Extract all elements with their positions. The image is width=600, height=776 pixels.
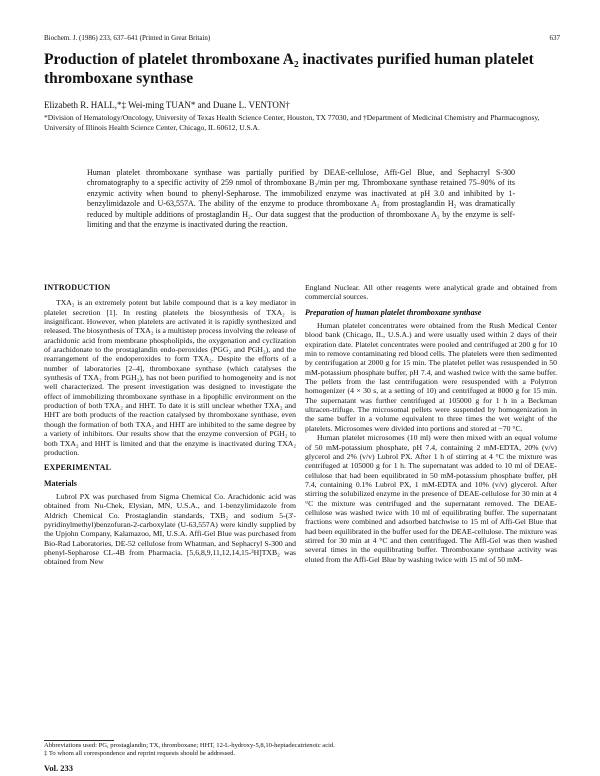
article-title: Production of platelet thromboxane A₂ inactivates purified human platelet thromboxane synthase bbox=[44, 51, 534, 87]
preparation-text-1: Human platelet concentrates were obtained from the Rush Medical Center blood bank (Chicago, IL, U.S.A.) and were usually used within 2 days of their expiration date. Platelet concentrates were pooled and centrifuged at 200 g for 10 min to remove contaminating red blood cells. The platelets were then sedimented by centrifugation at 2000 g for 15 min. The platelet pellet was resuspended in 50 mM-potassium phosphate buffer, pH 7.4, and washed twice with the same buffer. The pellets from the last centrifugation were resuspended with a Polytron homogenizer (4 × 30 s, at a setting of 10) and centrifuged at 8000 g for 15 min. The supernatant was further centrifuged at 105000 g for 1 h in a Beckman ultracen-trifuge. The microsomal pellets were suspended by homogenization in the same buffer in a volume equivalent to three times the wet weight of the platelets. Microsomes were divided into portions and stored at −70 °C. bbox=[305, 321, 557, 433]
abbreviations-footnote: Abbreviations used: PG, prostaglandin; TX, thromboxane; HHT, 12-L-hydroxy-5,8,10-heptadecatrienoic acid. bbox=[44, 742, 335, 749]
abstract: Human platelet thromboxane synthase was partially purified by DEAE-cellulose, Affi-Gel Blue, and Sephacryl S-300 chromatography to a specific activity of 259 nmol of thromboxane B₂/min per mg. Thromboxane synthase retained 75–90% of its enzymic activity when bound to phenyl-Sepharose. The immobilized enzyme was inactivated at pH 3.0 and inhibited by 1-benzylimidazole and U-63,557A. The ability of the enzyme to produce thromboxane A₂ from prostaglandin H₂ was dramatically reduced by multiple additions of prostaglandin H₂. Our data suggest that the production of thromboxane A₂ by the enzyme is self-limiting and that the enzyme is inactivated during the reaction. bbox=[87, 168, 515, 230]
left-column bbox=[44, 283, 296, 567]
footnote-divider bbox=[44, 740, 114, 741]
right-column bbox=[305, 283, 557, 564]
materials-heading: Materials bbox=[44, 478, 77, 488]
footnotes bbox=[44, 742, 564, 758]
page-number: 637 bbox=[549, 34, 560, 42]
preparation-text-2: Human platelet microsomes (10 ml) were then mixed with an equal volume of 50 mM-potassium phosphate, pH 7.4, containing 2 mM-EDTA, 20% (v/v) glycerol and 2% (v/v) Lubrol PX. After 1 h of stirring at 4 °C the mixture was centrifuged at 105000 g for 1 h. The supernatant was added to 10 ml of DEAE-cellulose that had been equilibrated in 50 mM-potassium phosphate buffer, pH 7.4, containing 0.1% Lubrol PX, 1 mM-EDTA and 10% (v/v) glycerol. After stirring the solubilized enzyme in the presence of DEAE-cellulose for 30 min at 4 °C the mixture was centrifuged and the supernatant removed. The DEAE-cellulose was washed twice with 10 ml of equilibrating buffer. The supernatant fractions were combined and adsorbed batchwise to 15 ml of Affi-Gel Blue that had been equilibrated in the buffer used for the DEAE-cellulose. The mixture was stirred for 30 min at 4 °C and then centrifuged. The Affi-Gel was then washed several times in the equilibrating buffer. Thromboxane synthase activity was eluted from the Affi-Gel Blue by washing twice with 15 ml of 50 mM- bbox=[305, 433, 557, 564]
running-header bbox=[44, 34, 560, 42]
materials-continued-text: England Nuclear. All other reagents were analytical grade and obtained from commercial sources. bbox=[305, 283, 557, 302]
introduction-heading: INTRODUCTION bbox=[44, 283, 111, 292]
introduction-text: TXA₂ is an extremely potent but labile compound that is a key mediator in platelet secretion [1]. In resting platelets the biosynthesis of TXA₂ is insignificant. However, when platelets are activated it is rapidly synthesized and released. The biosynthesis of TXA₂ is a multistep process involving the release of arachidonic acid from membrane phospholipids, the oxygenation and cyclization of arachidonate to the prostaglandin endo-peroxides (PGG₂ and PGH₂), and the rearrangement of the endoperoxides to form TXA₂. Despite the efforts of a number of laboratories [2–4], thromboxane synthase (which catalyses the synthesis of TXA₂ from PGH₂), has not been purified to homogeneity and is not well characterized. The present investigation was designed to investigate the effect of immobilizing thromboxane synthase in a lipophilic environment on the production of both TXA₂ and HHT. To date it is still unclear whether TXA₂ and HHT are both products of the reaction catalysed by thromboxane synthase, even though the formation of both TXA₂ and HHT are inhibited to the same degree by a variety of inhibitors. Our results show that the enzyme conversion of PGH₂ to both TXA₂ and HHT is limited and that the enzyme is inactivated during TXA₂ production. bbox=[44, 298, 296, 457]
author-list: Elizabeth R. HALL,*‡ Wei-ming TUAN* and Duane L. VENTON† bbox=[44, 100, 290, 110]
preparation-heading: Preparation of human platelet thromboxane synthase bbox=[305, 307, 482, 317]
correspondence-footnote: ‡ To whom all correspondence and reprint requests should be addressed. bbox=[44, 750, 236, 758]
volume-number: Vol. 233 bbox=[44, 763, 73, 773]
materials-text: Lubrol PX was purchased from Sigma Chemical Co. Arachidonic acid was obtained from Nu-Chek, Elysian, MN, U.S.A., and 1-benzylimidazole from Aldrich Chemical Co. Prostaglandin standards, TXB₂ and sodium 5-(3'-pyridinylmethyl)benzofuran-2-carboxylate (U-63,557A) were kindly supplied by the Upjohn Company, Kalamazoo, MI, U.S.A. Affi-Gel Blue was purchased from Bio-Rad Laboratories, DE-52 cellulose from Whatman, and Sephacryl S-300 and phenyl-Sepharose CL-4B from Pharmacia. [5,6,8,9,11,12,14,15-³H]TXB₂ was obtained from New bbox=[44, 491, 296, 567]
journal-citation: Biochem. J. (1986) 233, 637–641 (Printed in Great Britain) bbox=[44, 34, 211, 42]
experimental-heading: EXPERIMENTAL bbox=[44, 463, 112, 473]
author-affiliations: *Division of Hematology/Oncology, University of Texas Health Science Center, Houston, TX 77030, and †Department of Medicinal Chemistry and Pharmacognosy, University of Illinois Health Science Center, Chicago, IL 60612, U.S.A. bbox=[44, 113, 540, 132]
